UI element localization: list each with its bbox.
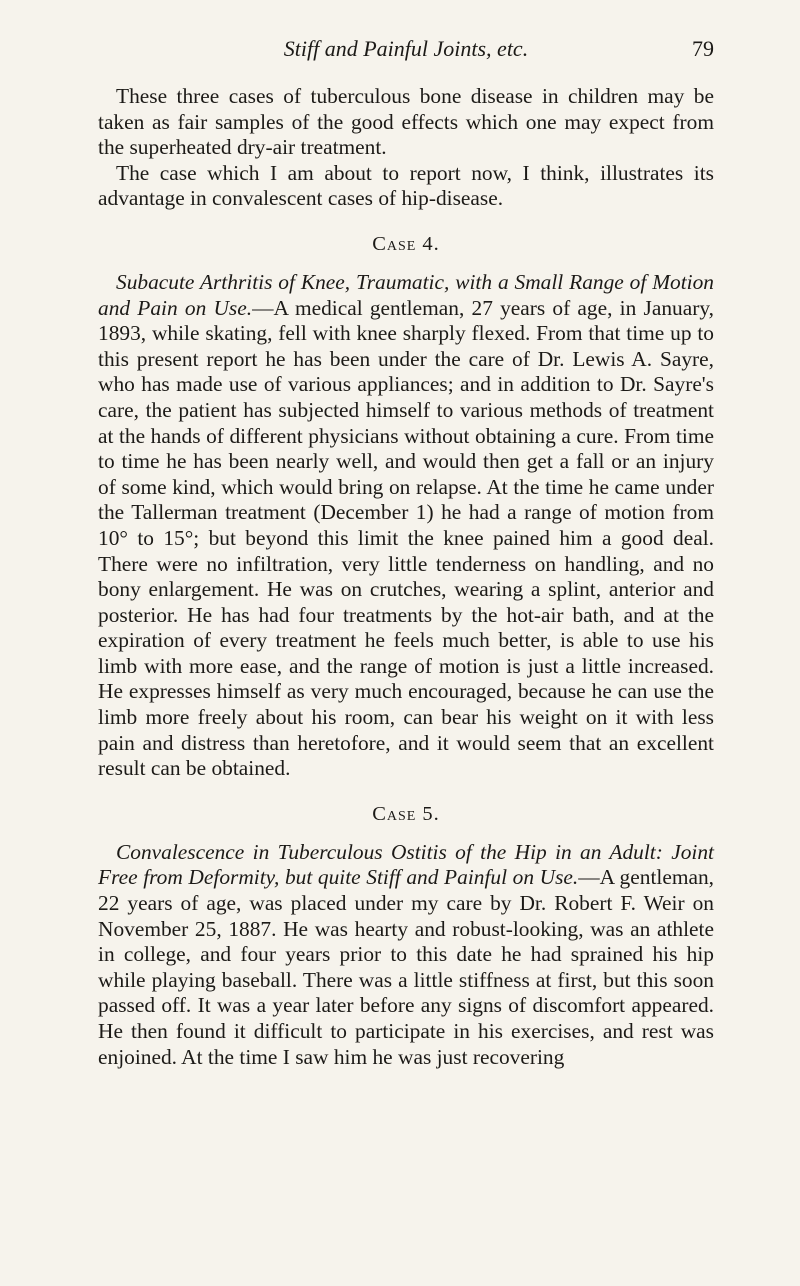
case-5-title: Convalescence in Tuberculous Ostitis of the Hip in an Adult: Joint Free from Deformity, but quite Stiff and Painful on Use. [98,839,714,890]
intro-paragraph-1: These three cases of tuberculous bone disease in children may be taken as fair samples of the good effects which one may expect from the superheated dry-air treatment. [98,84,714,160]
running-title: Stiff and Painful Joints, etc. [283,36,529,61]
page-number: 79 [692,36,714,61]
case-5-paragraph [98,840,714,1070]
case-4-heading: Case 4. [372,232,440,255]
running-head [98,30,714,64]
body-text [98,84,714,1070]
case-4-title: Subacute Arthritis of Knee, Traumatic, with a Small Range of Motion and Pain on Use. [98,269,714,320]
case-5-heading: Case 5. [372,802,440,825]
case-4-body: —A medical gentleman, 27 years of age, in January, 1893, while skating, fell with knee sharply flexed. From that time up to this present report he has been under the care of Dr. Lewis A. Sayre, who has made use of various appliances; and in addition to Dr. Sayre's care, the patient has subjected himself to various methods of treatment at the hands of different physicians without obtaining a cure. From time to time he has been nearly well, and would then get a fall or an injury of some kind, which would bring on relapse. At the time he came under the Tallerman treatment (December 1) he had a range of motion from 10° to 15°; but beyond this limit the knee pained him a good deal. There were no infiltration, very little tenderness on handling, and no bony enlargement. He was on crutches, wearing a splint, anterior and posterior. He has had four treatments by the hot-air bath, and at the expiration of every treatment he feels much better, is able to use his limb with more ease, and the range of motion is just a little increased. He expresses himself as very much encouraged, because he can use the limb more freely about his room, can bear his weight on it with less pain and distress than heretofore, and it would seem that an excellent result can be obtained. [98,295,714,781]
case-5-body: —A gentleman, 22 years of age, was placed under my care by Dr. Robert F. Weir on November 25, 1887. He was hearty and robust-looking, was an athlete in college, and four years prior to this date he had sprained his hip while playing baseball. There was a little stiffness at first, but this soon passed off. It was a year later before any signs of discomfort appeared. He then found it difficult to participate in his exercises, and rest was enjoined. At the time I saw him he was just recovering [98,865,714,1069]
case-4-paragraph [98,270,714,782]
intro-paragraph-2: The case which I am about to report now, I think, illustrates its advantage in convalescent cases of hip-disease. [98,160,714,211]
